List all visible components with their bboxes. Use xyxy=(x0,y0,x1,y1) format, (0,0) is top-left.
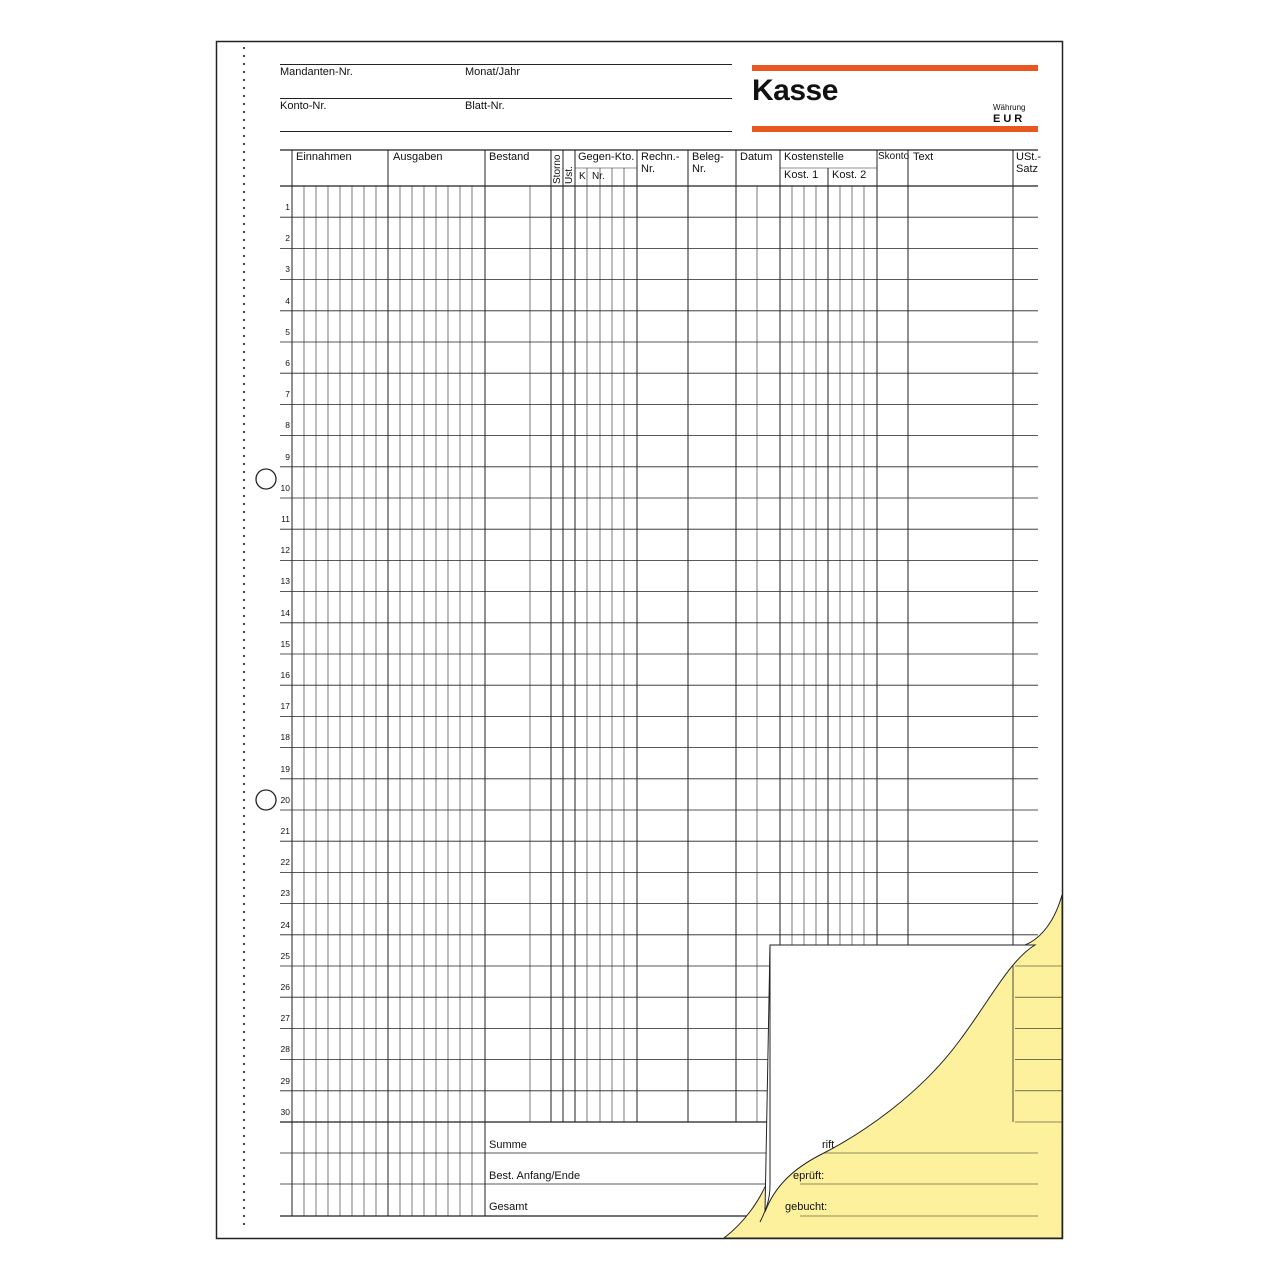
mandanten-nr-label: Mandanten-Nr. xyxy=(280,66,353,78)
row-number: 4 xyxy=(285,295,290,306)
col-beleg-nr: Nr. xyxy=(692,163,707,175)
punch-hole-top xyxy=(256,469,276,489)
row-number: 2 xyxy=(285,233,290,244)
row-number: 25 xyxy=(280,950,290,961)
col-bestand: Bestand xyxy=(489,151,530,163)
col-storno: Storno xyxy=(552,154,563,184)
row-number: 14 xyxy=(280,607,290,618)
row-number: 29 xyxy=(280,1075,290,1086)
row-number: 19 xyxy=(280,763,290,774)
row-number: 12 xyxy=(280,545,290,556)
row-number: 6 xyxy=(285,358,290,368)
col-ust-satz-1: USt.- xyxy=(1016,151,1042,163)
row-number: 17 xyxy=(280,701,290,712)
row-number: 3 xyxy=(285,264,290,275)
footer-unterschrift-partial: rift xyxy=(822,1139,835,1151)
footer-gesamt: Gesamt xyxy=(489,1201,528,1213)
punch-hole-bottom xyxy=(256,790,276,810)
col-einnahmen: Einnahmen xyxy=(296,151,352,163)
row-number: 18 xyxy=(280,732,290,743)
row-number: 8 xyxy=(285,420,290,431)
title-bar-top xyxy=(752,65,1038,71)
row-number: 30 xyxy=(280,1106,290,1117)
form-title: Kasse xyxy=(752,74,838,107)
row-number: 16 xyxy=(280,670,290,680)
row-number: 23 xyxy=(280,888,290,899)
row-number: 15 xyxy=(280,638,290,649)
row-number: 20 xyxy=(280,794,290,805)
title-bar-bottom xyxy=(752,126,1038,132)
waehrung-value: EUR xyxy=(993,113,1026,125)
col-gegen-nr: Nr. xyxy=(592,171,605,182)
row-number: 28 xyxy=(280,1044,290,1055)
col-k: K xyxy=(579,171,586,182)
row-number: 26 xyxy=(280,982,290,992)
col-kost2: Kost. 2 xyxy=(832,169,867,181)
col-rechn-nr: Nr. xyxy=(641,163,656,175)
footer-bestand-anfang-ende: Best. Anfang/Ende xyxy=(489,1170,581,1182)
footer-summe: Summe xyxy=(489,1139,527,1151)
row-number: 10 xyxy=(280,482,290,493)
blatt-nr-label: Blatt-Nr. xyxy=(465,100,505,112)
col-ust-small: Ust. xyxy=(564,166,575,184)
col-gegen-kto: Gegen-Kto. xyxy=(578,151,635,163)
row-number: 5 xyxy=(285,326,290,337)
col-datum: Datum xyxy=(740,151,773,163)
col-ausgaben: Ausgaben xyxy=(393,151,443,163)
footer-gebucht: gebucht: xyxy=(785,1201,828,1213)
col-beleg: Beleg- xyxy=(692,151,724,163)
row-number: 9 xyxy=(285,451,290,462)
col-text: Text xyxy=(913,151,934,163)
monat-jahr-label: Monat/Jahr xyxy=(465,66,521,78)
row-number: 7 xyxy=(285,389,290,400)
col-kost1: Kost. 1 xyxy=(784,169,819,181)
row-number: 21 xyxy=(280,826,290,836)
konto-nr-label: Konto-Nr. xyxy=(280,100,327,112)
waehrung-label: Währung xyxy=(993,103,1026,112)
row-number: 24 xyxy=(280,919,290,930)
row-number: 11 xyxy=(281,514,290,524)
row-number: 27 xyxy=(280,1013,290,1024)
footer-geprueft-partial: eprüft: xyxy=(793,1170,825,1182)
col-rechn: Rechn.- xyxy=(641,151,680,163)
col-kostenstelle: Kostenstelle xyxy=(784,151,844,163)
col-skonto: Skonto xyxy=(878,151,910,162)
col-ust-satz-2: Satz xyxy=(1016,163,1039,175)
row-number: 13 xyxy=(280,576,290,587)
row-number: 22 xyxy=(280,857,290,868)
row-number: 1 xyxy=(285,202,290,212)
